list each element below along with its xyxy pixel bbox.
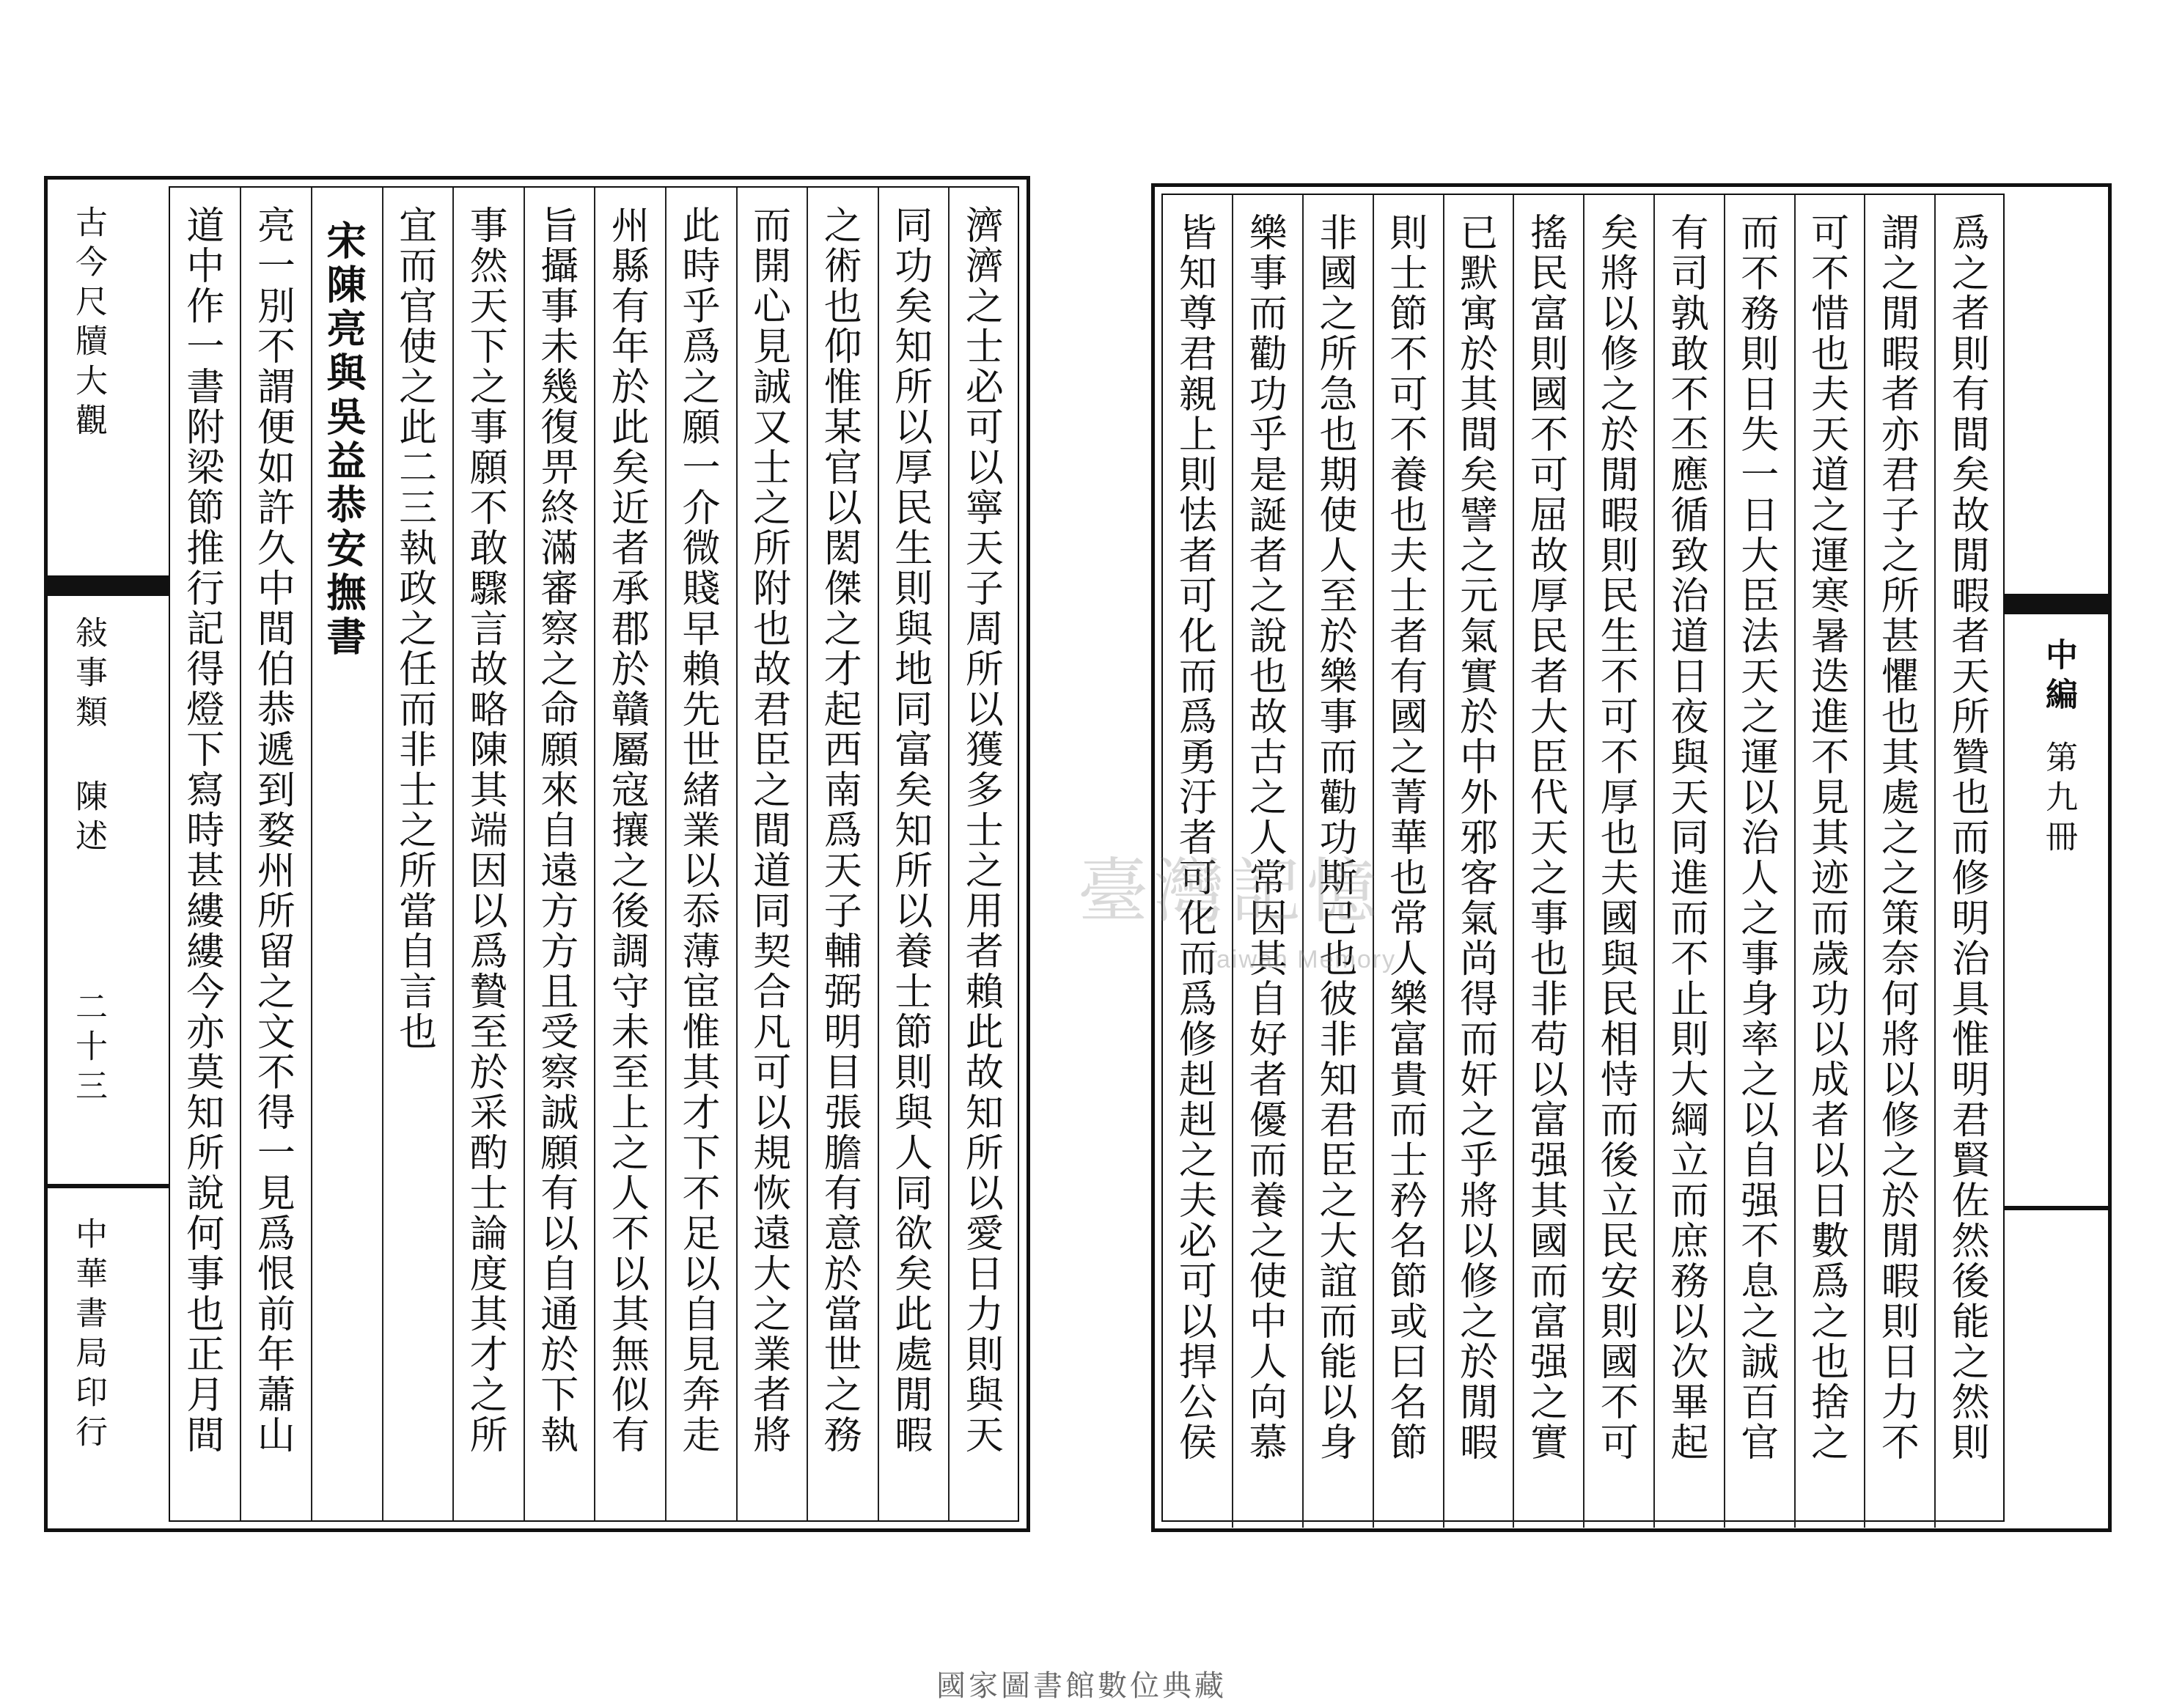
column-rule xyxy=(240,188,241,1520)
publisher-imprint: 中華書局印行 xyxy=(70,1217,107,1454)
text-column: 矣將以修之於閒暇則民生不可不厚也夫國與民相恃而後立民安則國不可 xyxy=(1593,213,1638,1462)
text-column: 而不務則日失一日大臣法天之運以治人之事身率之以自强不息之誠百官 xyxy=(1733,213,1778,1462)
text-column: 皆知尊君親上則怯者可化而爲勇汙者可化而爲修赳赳之夫必可以捍公侯 xyxy=(1172,213,1216,1462)
column-rule xyxy=(665,188,666,1520)
volume-number: 第九冊 xyxy=(2040,740,2077,859)
text-column: 非國之所急也期使人至於樂事而勸功斯已也彼非知君臣之大誼而能以身 xyxy=(1312,213,1356,1462)
column-rule xyxy=(1934,195,1936,1528)
text-column: 州縣有年於此矣近者承郡於贛屬寇攘之後調守未至上之人不以其無似有 xyxy=(604,205,649,1455)
watermark-logo: 臺灣記憶 xyxy=(1078,850,1383,932)
text-column: 爲之者則有間矣故閒暇者天所贊也而修明治具惟明君賢佐然後能之然則 xyxy=(1945,213,1989,1462)
column-rule xyxy=(948,188,950,1520)
column-rule xyxy=(311,188,312,1520)
text-column: 濟濟之士必可以寧天子周所以獲多士之用者賴此故知所以愛日力則與天 xyxy=(958,205,1003,1455)
text-column: 亮一別不謂便如許久中間伯恭遞到婺州所留之文不得一見爲恨前年蕭山 xyxy=(250,205,295,1455)
column-rule xyxy=(1653,195,1655,1528)
fish-tail-mark xyxy=(44,575,169,596)
letter-heading: 宋陳亮與吳益恭安撫書 xyxy=(320,220,367,660)
page-number: 二十三 xyxy=(70,990,107,1108)
column-rule xyxy=(1513,195,1514,1528)
column-rule xyxy=(736,188,738,1520)
text-column: 則士節不可不養也夫士者有國之菁華也常人樂富貴而士矜名節或曰名節 xyxy=(1382,213,1427,1462)
fish-tail-mark xyxy=(2005,594,2112,614)
column-rule xyxy=(1794,195,1796,1528)
column-rule xyxy=(1864,195,1865,1528)
column-rule xyxy=(807,188,808,1520)
text-column: 之術也仰惟某官以閎傑之才起西南爲天子輔弼明目張膽有意於當世之務 xyxy=(817,205,862,1455)
watermark-subtext: Taiwan Memory xyxy=(1202,946,1397,973)
column-rule xyxy=(382,188,383,1520)
column-rule xyxy=(1724,195,1725,1528)
text-column: 事然天下之事願不敢驟言故略陳其端因以爲贄至於采酌士論度其才之所 xyxy=(463,205,507,1455)
text-column: 樂事而勸功乎是誕者之說也故古之人常因其自好者優而養之使中人向慕 xyxy=(1242,213,1287,1462)
text-column: 有司孰敢不丕應循致治道日夜與天同進而不止則大綱立而庶務以次畢起 xyxy=(1664,213,1708,1462)
section-label: 敍事類 陳述 xyxy=(70,616,107,858)
column-rule xyxy=(452,188,454,1520)
column-rule xyxy=(594,188,595,1520)
text-column: 可不惜也夫天道之運寒暑迭進不見其迹而歲功以成者以日數爲之也捨之 xyxy=(1804,213,1848,1462)
text-column: 已默寓於其間矣譬之元氣實於中外邪客氣尚得而奸之乎將以修之於閒暇 xyxy=(1453,213,1497,1462)
column-rule xyxy=(524,188,525,1520)
fish-tail-mark-lower xyxy=(44,1184,169,1188)
book-title: 古今尺牘大觀 xyxy=(70,205,107,443)
text-column: 搖民富則國不可屈故厚民者大臣代天之事也非苟以富强其國而富强之實 xyxy=(1523,213,1568,1462)
text-column: 同功矣知所以厚民生則與地同富矣知所以養士節則與人同欲矣此處閒暇 xyxy=(887,205,932,1455)
text-column: 宜而官使之此二三執政之任而非士之所當自言也 xyxy=(392,205,436,1052)
archive-credit: 國家圖書館數位典藏 xyxy=(936,1669,1227,1703)
left-page xyxy=(44,176,1030,1532)
text-column: 而開心見誠又士之所附也故君臣之間道同契合凡可以規恢遠大之業者將 xyxy=(746,205,790,1455)
column-rule xyxy=(1443,195,1444,1528)
fish-tail-mark-lower xyxy=(2005,1206,2112,1210)
column-rule xyxy=(1583,195,1584,1528)
text-column: 道中作一書附梁節推行記得燈下寫時甚縷縷今亦莫知所說何事也正月間 xyxy=(179,205,224,1455)
column-rule xyxy=(878,188,879,1520)
volume-label: 中編 xyxy=(2040,638,2077,717)
text-column: 謂之閒暇者亦君子之所甚懼也其處之之策奈何將以修之於閒暇則日力不 xyxy=(1874,213,1919,1462)
text-column: 旨攝事未幾復畀終滿審察之命願來自遠方方且受察誠願有以自通於下執 xyxy=(533,205,578,1455)
text-column: 此時乎爲之願一介微賤早賴先世緒業以忝薄宦惟其才下不足以自見奔走 xyxy=(675,205,719,1455)
